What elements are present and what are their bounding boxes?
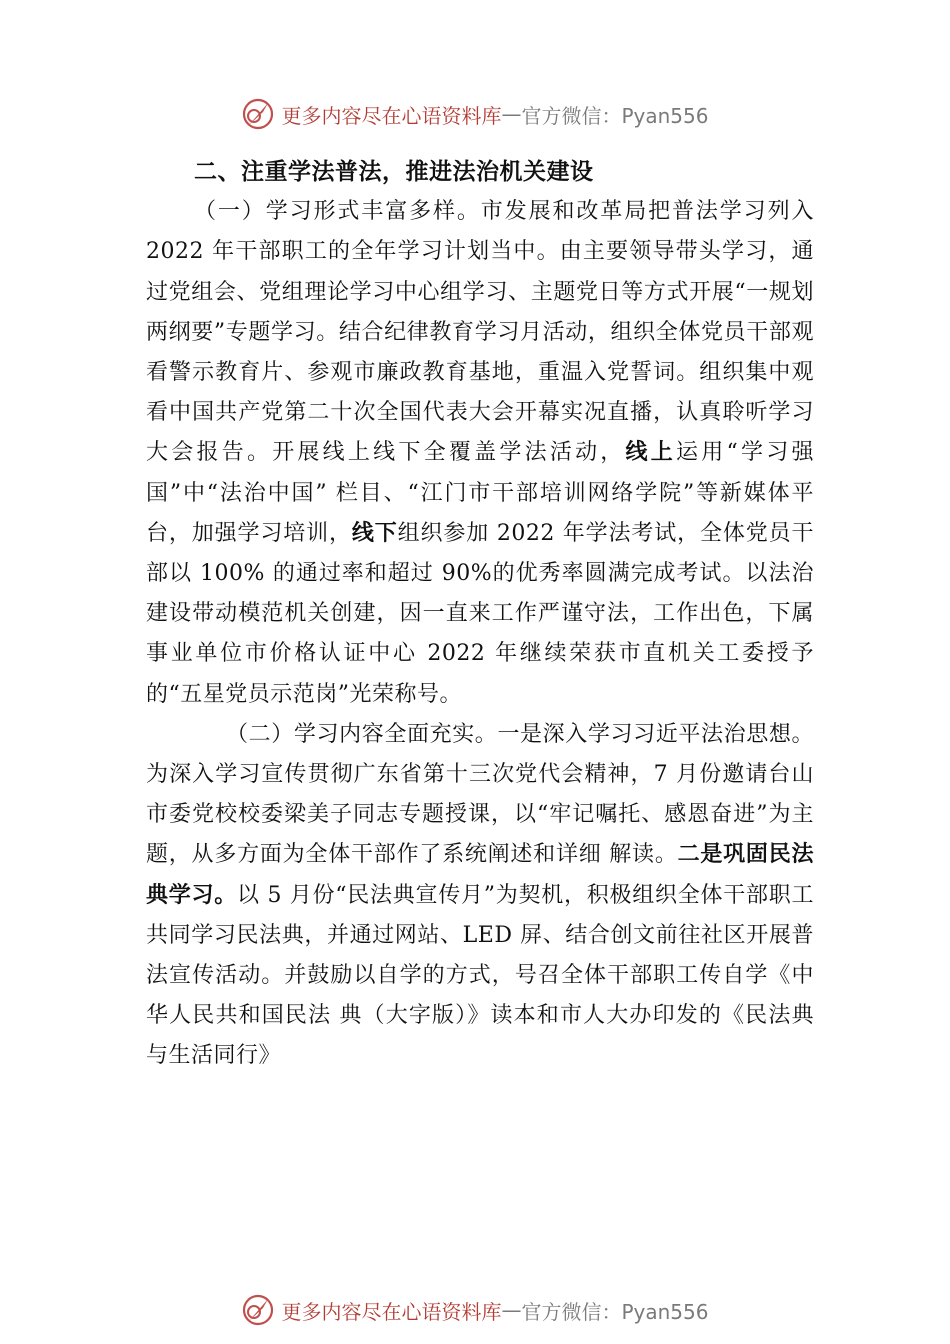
quill-logo-icon	[241, 97, 275, 131]
paragraph-section-1	[146, 192, 814, 715]
section-1-text-b: 运用“学习强国”中“法治中国” 栏目、“江门市干部培训网络学院”等新媒体平台，加强学习培训，	[146, 440, 814, 546]
bold-offline: 线下	[351, 520, 398, 546]
document-body	[146, 152, 814, 1077]
section-2-text-a: 一是深入学习习近平法治思想。为深入学习宣传贯彻广东省第十三次党代会精神，7 月份邀请台山市委党校校委梁美子同志专题授课，以“牢记嘱托、感恩奋进”为主题，从多方面为全体干部作了系统阐述和详细 解读。	[146, 721, 814, 868]
banner-brand-text: 更多内容尽在心语资料库	[281, 1299, 502, 1324]
bold-point-two: 二是巩固民法典学习。	[146, 842, 814, 908]
section-2-title: （二）学习内容全面充实。	[226, 721, 498, 747]
section-1-title: （一）学习形式丰富多样。	[194, 199, 481, 225]
banner-wechat-text: 官方微信：Pyan556	[521, 103, 709, 128]
section-2-text-b: 以 5 月份“民法典宣传月”为契机，积极组织全体干部职工共同学习民法典，并通过网站、LED 屏、结合创文前往社区开展普法宣传活动。并鼓励以自学的方式，号召全体干部职工传自学《中华人民共和国民法 典（大字版）》读本和市人大办印发的《民法典与生活同行》	[146, 882, 814, 1069]
section-1-text-a: 市发展和改革局把普法学习列入 2022 年干部职工的全年学习计划当中。由主要领导带头学习，通过党组会、党组理论学习中心组学习、主题党日等方式开展“一规划两纲要”专题学习。结合纪律教育学习月活动，组织全体党员干部观看警示教育片、参观市廉政教育基地，重温入党誓词。组织集中观看中国共产党第二十次全国代表大会开幕实况直播，认真聆听学习大会报告。开展线上线下全覆盖学法活动，	[146, 199, 814, 466]
watermark-banner-bottom	[0, 1290, 950, 1330]
bold-online: 线上	[625, 440, 677, 466]
section-1-text-c: 组织参加 2022 年学法考试，全体党员干部以 100% 的通过率和超过 90%的优秀率圆满完成考试。以法治建设带动模范机关创建，因一直来工作严谨守法，工作出色，下属事业单位市价格认证中心 2022 年继续荣获市直机关工委授予的“五星党员示范岗”光荣称号。	[146, 520, 814, 707]
paragraph-section-2	[146, 715, 814, 1077]
banner-wechat-text: 官方微信：Pyan556	[521, 1299, 709, 1324]
quill-logo-icon	[241, 1293, 275, 1327]
banner-dash: —	[501, 102, 522, 126]
banner-dash: —	[501, 1298, 522, 1322]
watermark-banner-top	[0, 94, 950, 134]
section-heading: 二、注重学法普法，推进法治机关建设	[194, 159, 594, 185]
banner-brand-text: 更多内容尽在心语资料库	[281, 103, 502, 128]
